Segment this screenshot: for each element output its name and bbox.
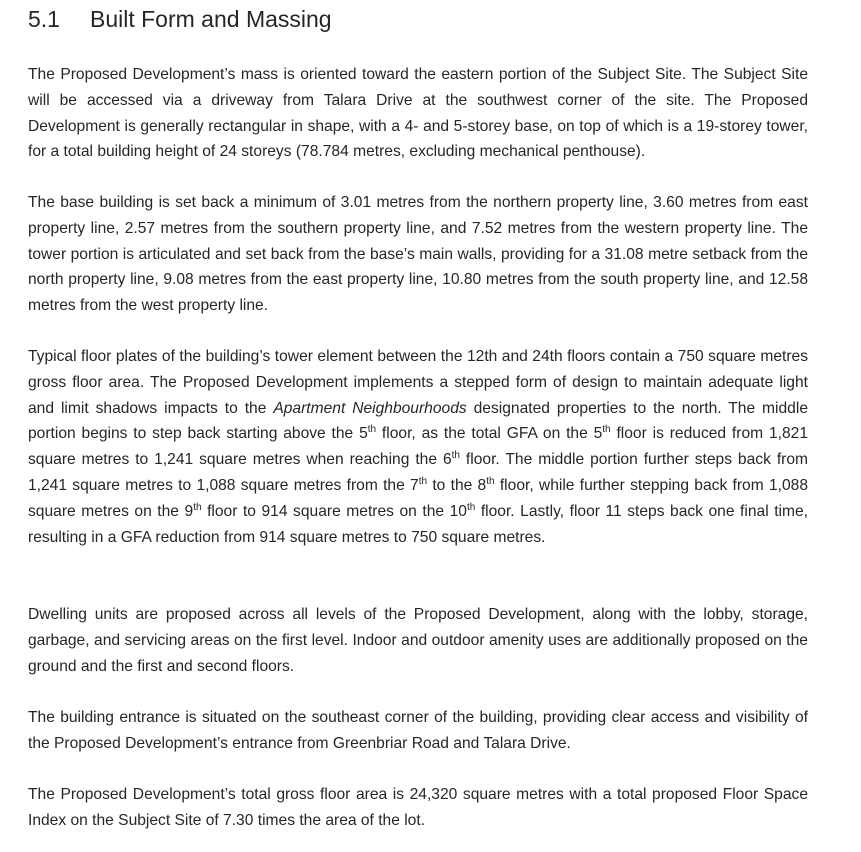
- text-run: floor, as the total GFA on the 5: [376, 425, 603, 443]
- paragraph-building-entrance: The building entrance is situated on the southeast corner of the building, providing clear access and visibility of the Proposed Development’s entrance from Greenbriar Road and Talara Drive.: [28, 709, 808, 752]
- text-run: floor. The middle portion further steps back from 1,241 square metres to 1,088 square metres from the 7: [28, 451, 809, 494]
- text-run: floor, while further stepping back from 1,088 square metres on the 9: [28, 476, 808, 520]
- text-run: Typical floor plates of the building’s tower element between the 12th and 24th floors contain a 750 square metres gross floor area. The Proposed Development implements a stepped form of design to maintain adequate light and limit shadows impacts to the: [28, 348, 808, 417]
- ordinal-suffix: th: [466, 501, 476, 513]
- ordinal-suffix: th: [367, 424, 377, 436]
- section-title: Built Form and Massing: [90, 6, 332, 32]
- text-run: designated properties to the north. The middle portion begins to step back starting above the 5: [28, 399, 808, 443]
- document-page: [28, 0, 809, 829]
- paragraph-massing-overview: The Proposed Development’s mass is oriented toward the eastern portion of the Subject Site. The Subject Site will be accessed via a driveway from Talara Drive at the southwest corner of the site. The Proposed Development is generally rectangular in shape, with a 4- and 5-storey base, on top of which is a 19-storey tower, for a total building height of 24 storeys (78.784 metres, excluding mechanical penthouse).: [28, 66, 808, 161]
- section-heading: [28, 4, 808, 34]
- section-number: 5.1: [28, 6, 60, 32]
- ordinal-suffix: th: [418, 475, 428, 487]
- ordinal-suffix: th: [486, 475, 495, 487]
- ordinal-suffix: th: [451, 450, 460, 462]
- text-run: floor to 914 square metres on the 10: [201, 502, 467, 520]
- paragraph-floor-plates: [28, 344, 808, 550]
- ordinal-suffix: th: [193, 501, 202, 513]
- paragraph-gross-floor-area: The Proposed Development’s total gross floor area is 24,320 square metres with a total proposed Floor Space Index on the Subject Site of 7.30 times the area of the lot.: [28, 786, 808, 829]
- ordinal-suffix: th: [602, 424, 611, 436]
- paragraph-dwelling-units: Dwelling units are proposed across all levels of the Proposed Development, along with the lobby, storage, garbage, and servicing areas on the first level. Indoor and outdoor amenity uses are additionally proposed on the ground and the first and second floors.: [28, 606, 808, 675]
- paragraph-setbacks: The base building is set back a minimum of 3.01 metres from the northern property line, 3.60 metres from east property line, 2.57 metres from the southern property line, and 7.52 metres from the western property line. The tower portion is articulated and set back from the base’s main walls, providing for a 31.08 metre setback from the north property line, 9.08 metres from the east property line, 10.80 metres from the south property line, and 12.58 metres from the west property line.: [28, 194, 808, 315]
- designation-italic: Apartment Neighbourhoods: [273, 399, 467, 417]
- text-run: to the 8: [427, 476, 487, 494]
- text-run: floor. Lastly, floor 11 steps back one final time, resulting in a GFA reduction from 914 square metres to 750 square metres.: [28, 502, 808, 546]
- text-run: floor is reduced from 1,821 square metres to 1,241 square metres when reaching the 6: [28, 425, 808, 469]
